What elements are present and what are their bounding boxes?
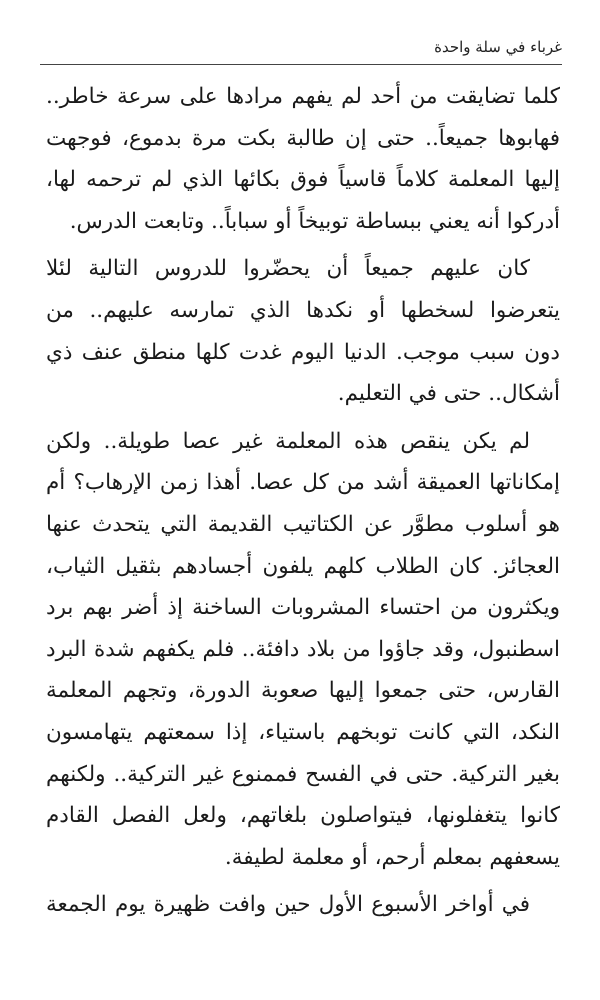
text-line: العجائز. كان الطلاب كلهم يلفون أجسادهم بثقيل الثياب، [46, 553, 560, 579]
text-line: هو أسلوب مطوَّر عن الكتاتيب القديمة التي يتحدث عنها [46, 511, 560, 537]
text-line: بغير التركية. حتى في الفسح فممنوع غير التركية.. ولكنهم [46, 761, 560, 787]
paragraph [46, 248, 560, 414]
text-line: يسعفهم بمعلم أرحم، أو معلمة لطيفة. [224, 844, 560, 870]
text-line: دون سبب موجب. الدنيا اليوم غدت كلها منطق عنف ذي [46, 339, 560, 365]
text-line: أشكال.. حتى في التعليم. [337, 381, 560, 407]
header-divider [40, 64, 562, 65]
text-line: إليها المعلمة كلاماً قاسياً فوق بكائها الذي لم ترحمه لها، [46, 167, 560, 193]
body-text [46, 76, 560, 926]
paragraph [46, 421, 560, 879]
paragraph [46, 884, 560, 926]
text-line: إمكاناتها العميقة أشد من كل عصا. أهذا زمن الإرهاب؟ أم [46, 470, 560, 496]
text-line: فهابوها جميعاً.. حتى إن طالبة بكت مرة بدموع، فوجهت [46, 125, 560, 151]
text-line: ويكثرون من احتساء المشروبات الساخنة إذ أضر بهم برد [46, 595, 560, 621]
text-line: يتعرضوا لسخطها أو نكدها الذي تمارسه عليهم.. من [46, 297, 560, 323]
text-line: النكد، التي كانت توبخهم باستياء، إذا سمعتهم يتهامسون [46, 719, 560, 745]
text-line: في أواخر الأسبوع الأول حين وافت ظهيرة يوم الجمعة [46, 892, 530, 918]
text-line: اسطنبول، وقد جاؤوا من بلاد دافئة.. فلم يكفهم شدة البرد [46, 636, 560, 662]
text-line: لم يكن ينقص هذه المعلمة غير عصا طويلة.. ولكن [46, 428, 530, 454]
paragraph [46, 76, 560, 242]
text-line: كان عليهم جميعاً أن يحضّروا للدروس التالية لئلا [46, 256, 530, 282]
text-line: القارس، حتى جمعوا إليها صعوبة الدورة، وتجهم المعلمة [46, 678, 560, 704]
running-header: غرباء في سلة واحدة [434, 38, 562, 56]
text-line: كانوا يتغفلونها، فيتواصلون بلغاتهم، ولعل الفصل القادم [46, 803, 560, 829]
text-line: أدركوا أنه يعني ببساطة توبيخاً أو سباباً.. وتابعت الدرس. [69, 208, 560, 234]
text-line: كلما تضايقت من أحد لم يفهم مرادها على سرعة خاطر.. [46, 84, 560, 109]
